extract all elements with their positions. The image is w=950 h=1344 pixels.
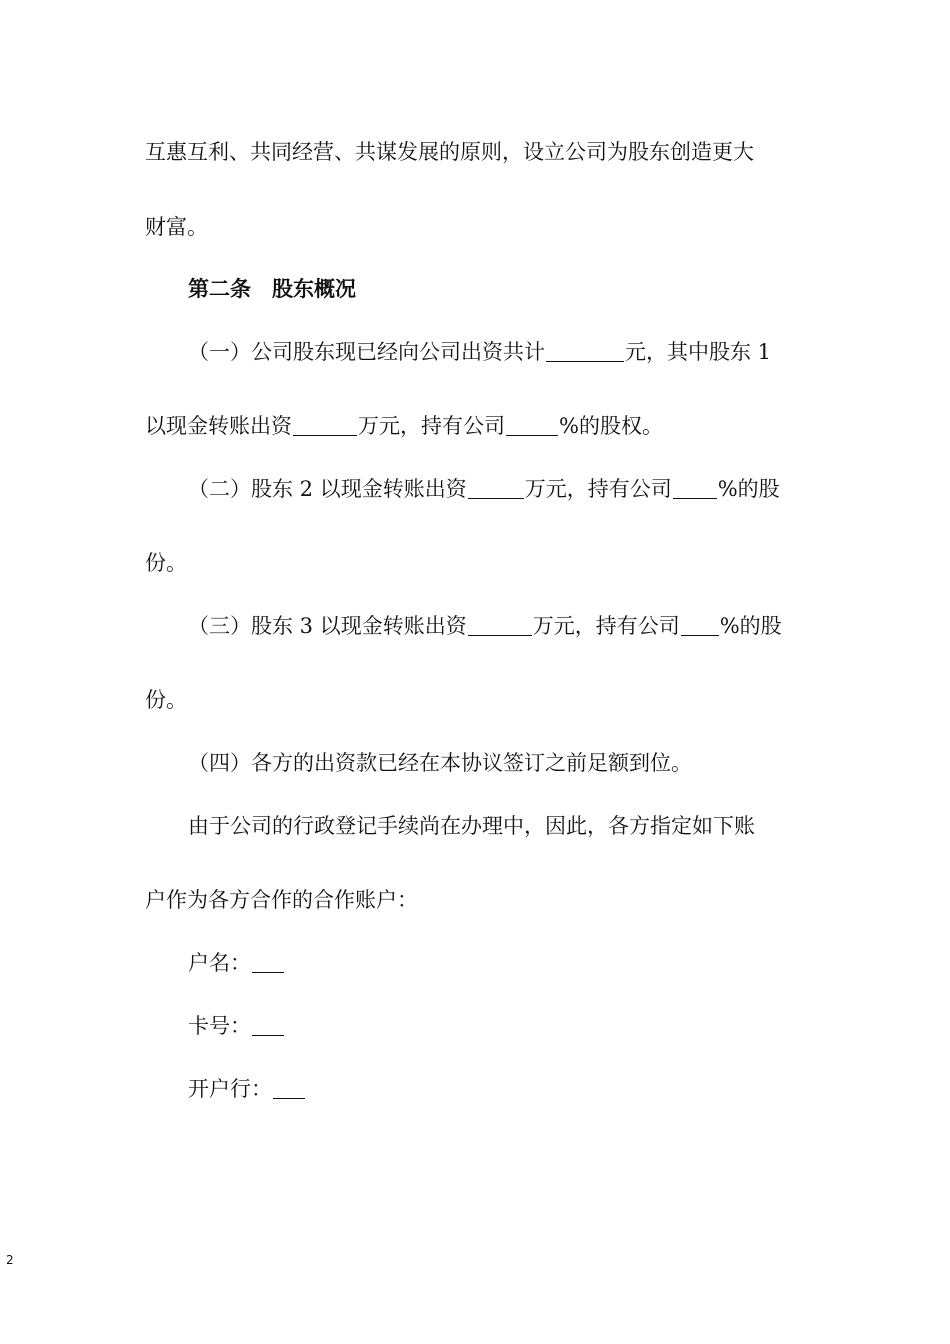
- page-number: 2: [6, 1253, 14, 1267]
- item-2-line-2: 份。: [145, 551, 187, 575]
- item-4-line: （四）各方的出资款已经在本协议签订之前足额到位。: [188, 751, 692, 775]
- bank-label: 开户行：: [188, 1077, 272, 1101]
- card-number-label: 卡号：: [188, 1014, 251, 1038]
- shareholder-3-amount-blank: [468, 615, 532, 636]
- item-1-text-e: %的股权。: [559, 414, 663, 438]
- item-2-line-1: [188, 474, 858, 504]
- item-1-line-1: [188, 337, 858, 367]
- item-3-text-c: %的股: [719, 614, 782, 638]
- shareholder-3-percent-blank: [681, 615, 719, 636]
- shareholder-2-amount-blank: [468, 478, 524, 499]
- shareholder-2-percent-blank: [673, 478, 717, 499]
- item-3-line-1: [188, 611, 858, 641]
- account-paragraph-line-1: 由于公司的行政登记手续尚在办理中，因此，各方指定如下账: [188, 814, 755, 838]
- shareholder-1-percent-blank: [506, 415, 558, 436]
- item-1-line-2: [145, 411, 815, 441]
- item-1-text-c: 以现金转账出资: [145, 414, 292, 438]
- card-number-line: [188, 1011, 858, 1041]
- intro-line-2: 财富。: [145, 215, 208, 239]
- item-3-text-b: 万元，持有公司: [532, 614, 680, 638]
- item-3-text-a: （三）股东 3 以现金转账出资: [188, 614, 467, 638]
- card-number-blank: [252, 1015, 284, 1036]
- account-name-line: [188, 948, 858, 978]
- article-heading: 第二条 股东概况: [188, 276, 356, 301]
- account-name-label: 户名：: [188, 951, 251, 975]
- item-1-text-a: （一）公司股东现已经向公司出资共计: [188, 340, 545, 364]
- item-1-text-b: 元，其中股东 1: [625, 340, 772, 364]
- item-2-text-c: %的股: [717, 477, 780, 501]
- bank-blank: [273, 1078, 305, 1099]
- bank-line: [188, 1074, 858, 1104]
- item-1-text-d: 万元，持有公司: [358, 414, 505, 438]
- item-2-text-a: （二）股东 2 以现金转账出资: [188, 477, 467, 501]
- account-name-blank: [252, 952, 284, 973]
- item-3-line-2: 份。: [145, 688, 187, 712]
- shareholder-1-amount-blank: [293, 415, 357, 436]
- item-2-text-b: 万元，持有公司: [524, 477, 672, 501]
- intro-line-1: 互惠互利、共同经营、共谋发展的原则，设立公司为股东创造更大: [145, 140, 754, 164]
- total-capital-blank: [546, 341, 624, 362]
- account-paragraph-line-2: 户作为各方合作的合作账户：: [145, 888, 418, 912]
